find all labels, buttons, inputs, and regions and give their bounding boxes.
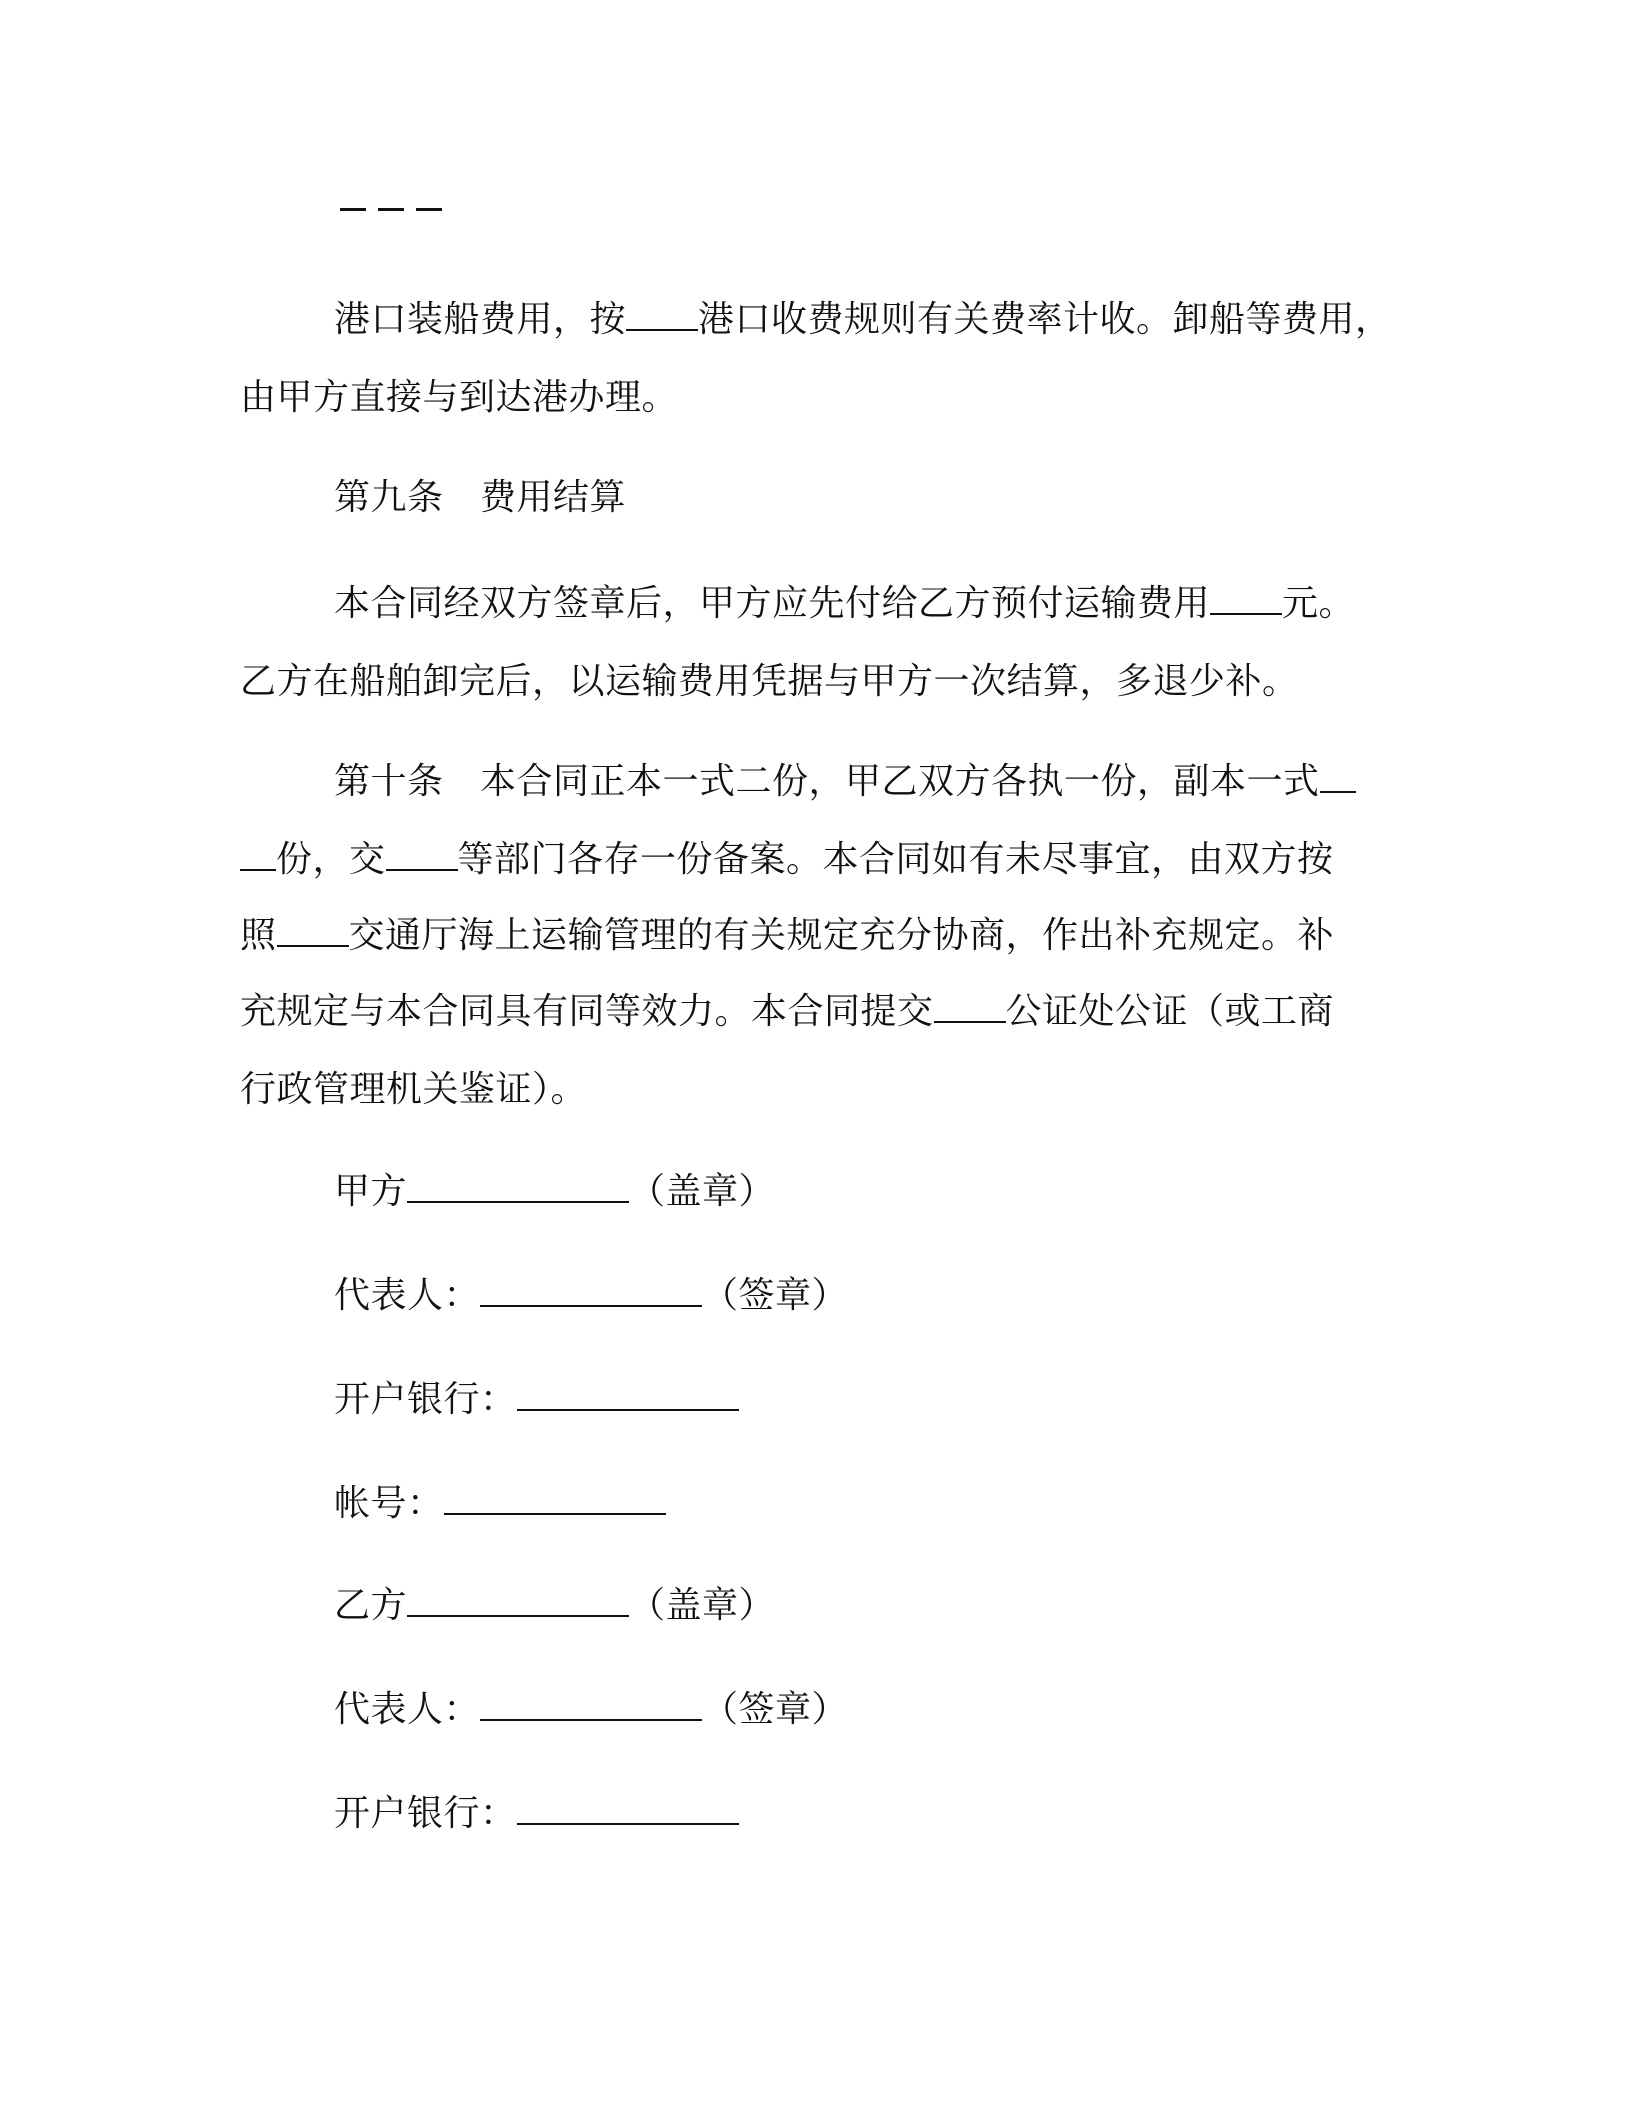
rep-b-row: [334, 1688, 848, 1732]
loading-fee-line-1: [334, 298, 1392, 342]
article-10-text-3a: 照: [240, 915, 277, 956]
copies-blank-b: [240, 839, 276, 871]
top-dash-text: [340, 160, 343, 161]
bank-a-label: 开户银行：: [334, 1379, 517, 1420]
bank-b-blank: [517, 1793, 739, 1825]
article-10-line-5: [240, 1068, 587, 1112]
loading-fee-text-a: 港口装船费用，按: [334, 299, 627, 340]
top-dash-mark: [340, 200, 444, 220]
prepay-amount-blank: [1210, 583, 1282, 615]
bank-a-blank: [517, 1379, 739, 1411]
article-10-text-4b: 公证处公证（或工商: [1005, 991, 1335, 1032]
rep-a-row: [334, 1274, 848, 1318]
account-a-label: 帐号：: [334, 1483, 444, 1524]
party-b-seal: （盖章）: [629, 1585, 776, 1626]
party-b-label: 乙方: [334, 1585, 408, 1626]
port-blank: [626, 299, 698, 331]
account-a-row: [334, 1482, 666, 1526]
party-a-label: 甲方: [334, 1171, 408, 1212]
rep-b-blank: [480, 1689, 702, 1721]
loading-fee-text-b: 港口收费规则有关费率计收。卸船等费用，: [698, 299, 1392, 340]
article-9-line-2: [240, 660, 1299, 704]
article-10-text-2a: 份，交: [276, 839, 386, 880]
article-9-text-c: 乙方在船舶卸完后，以运输费用凭据与甲方一次结算，多退少补。: [240, 661, 1299, 702]
article-10-text-3b: 交通厅海上运输管理的有关规定充分协商，作出补充规定。补: [348, 915, 1335, 956]
notary-blank: [934, 991, 1006, 1023]
article-9-text-a: 本合同经双方签章后，甲方应先付给乙方预付运输费用: [334, 583, 1211, 624]
article-10-line-3: [240, 914, 1334, 958]
bank-b-row: [334, 1792, 739, 1836]
party-b-blank: [407, 1585, 629, 1617]
party-a-blank: [407, 1171, 629, 1203]
rep-a-blank: [480, 1275, 702, 1307]
article-10-line-4: [240, 990, 1334, 1034]
department-blank: [386, 839, 458, 871]
article-10-text-1: 第十条 本合同正本一式二份，甲乙双方各执一份，副本一式: [334, 761, 1320, 802]
loading-fee-line-2: [240, 376, 678, 420]
party-b-row: [334, 1584, 775, 1628]
bank-a-row: [334, 1378, 739, 1422]
article-10-line-2: [240, 838, 1334, 882]
copies-blank-a: [1320, 761, 1356, 793]
article-10-text-5: 行政管理机关鉴证）。: [240, 1069, 588, 1110]
account-a-blank: [444, 1483, 666, 1515]
article-9-title: 第九条 费用结算: [334, 477, 627, 518]
party-a-row: [334, 1170, 775, 1214]
bank-b-label: 开户银行：: [334, 1793, 517, 1834]
rep-a-label: 代表人：: [334, 1275, 481, 1316]
article-9-text-b: 元。: [1282, 583, 1356, 624]
rep-b-seal: （签章）: [702, 1689, 849, 1730]
loading-fee-text-c: 由甲方直接与到达港办理。: [240, 377, 679, 418]
article-9-line-1: [334, 582, 1355, 626]
article-10-line-1: [334, 760, 1356, 804]
article-10-text-4a: 充规定与本合同具有同等效力。本合同提交: [240, 991, 934, 1032]
article-9-heading: [334, 476, 626, 520]
party-a-seal: （盖章）: [629, 1171, 776, 1212]
rep-b-label: 代表人：: [334, 1689, 481, 1730]
article-10-text-2b: 等部门各存一份备案。本合同如有未尽事宜，由双方按: [457, 839, 1334, 880]
province-blank: [277, 915, 349, 947]
rep-a-seal: （签章）: [702, 1275, 849, 1316]
